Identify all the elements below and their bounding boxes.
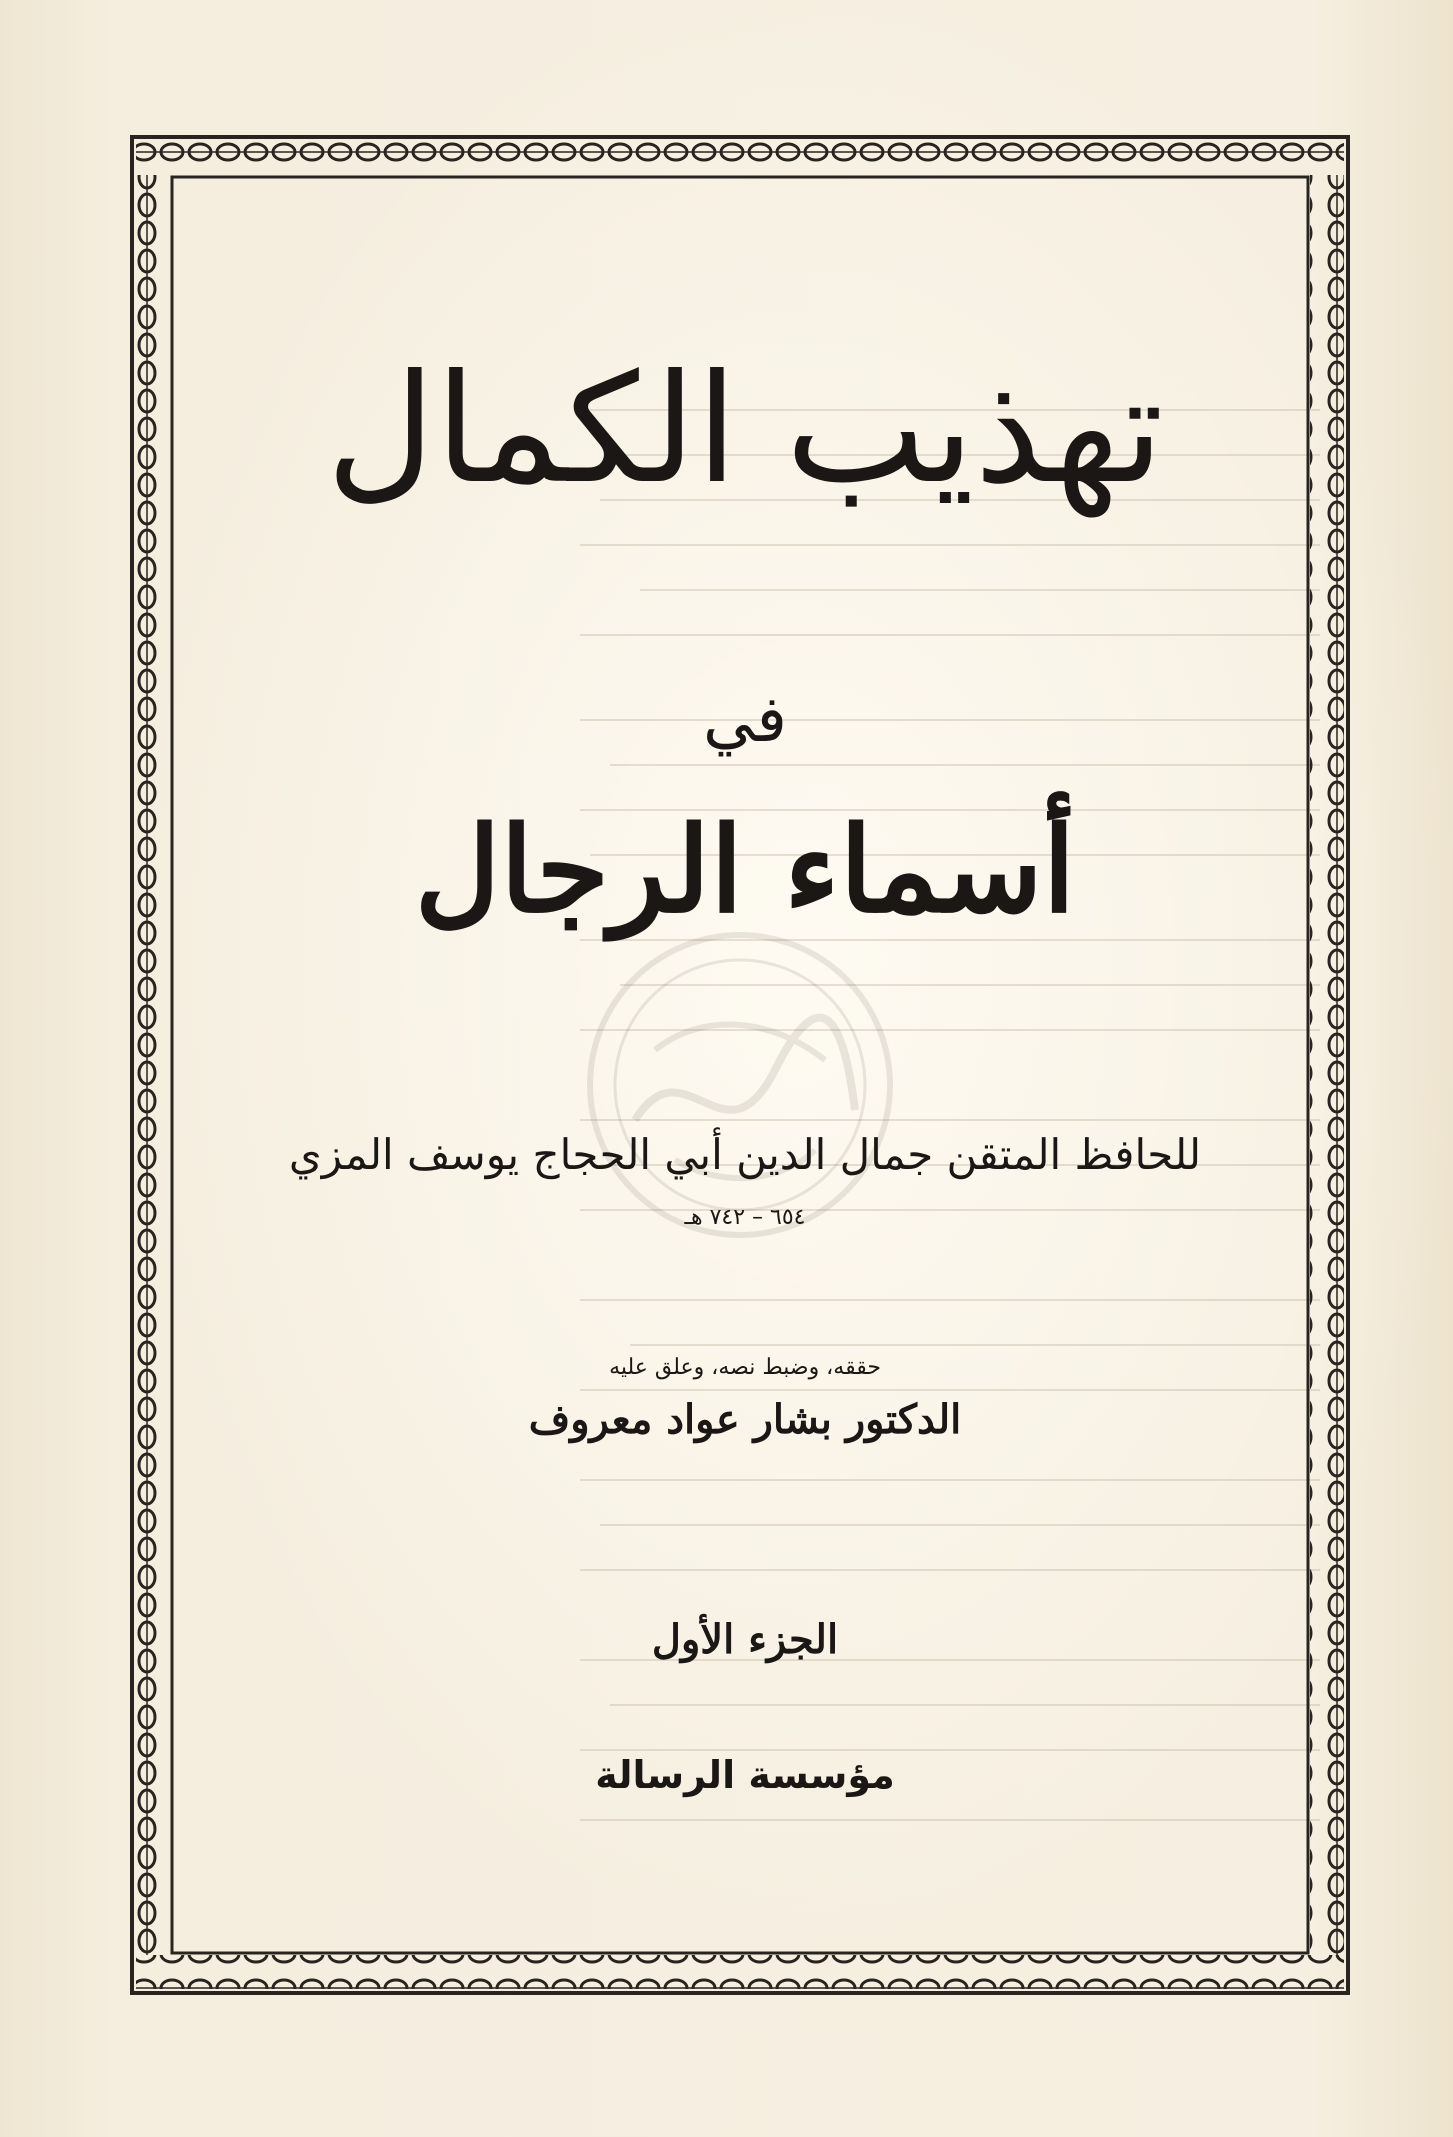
volume-label: الجزء الأول	[651, 1616, 839, 1663]
title-connector: في	[703, 683, 787, 757]
editor-name: الدكتور بشار عواد معروف	[528, 1396, 962, 1443]
book-title: تهذيب الكمال	[326, 343, 1164, 517]
author-line: للحافظ المتقن جمال الدين أبي الحجاج يوسف المزي	[288, 1130, 1202, 1179]
book-subtitle: أسماء الرجال	[414, 800, 1076, 939]
editor-label: حققه، وضبط نصه، وعلق عليه	[609, 1355, 881, 1380]
title-page-content	[220, 320, 1270, 1920]
author-dates: ٦٥٤ – ٧٤٢ هـ	[684, 1205, 806, 1230]
publisher-name: مؤسسة الرسالة	[595, 1753, 895, 1797]
